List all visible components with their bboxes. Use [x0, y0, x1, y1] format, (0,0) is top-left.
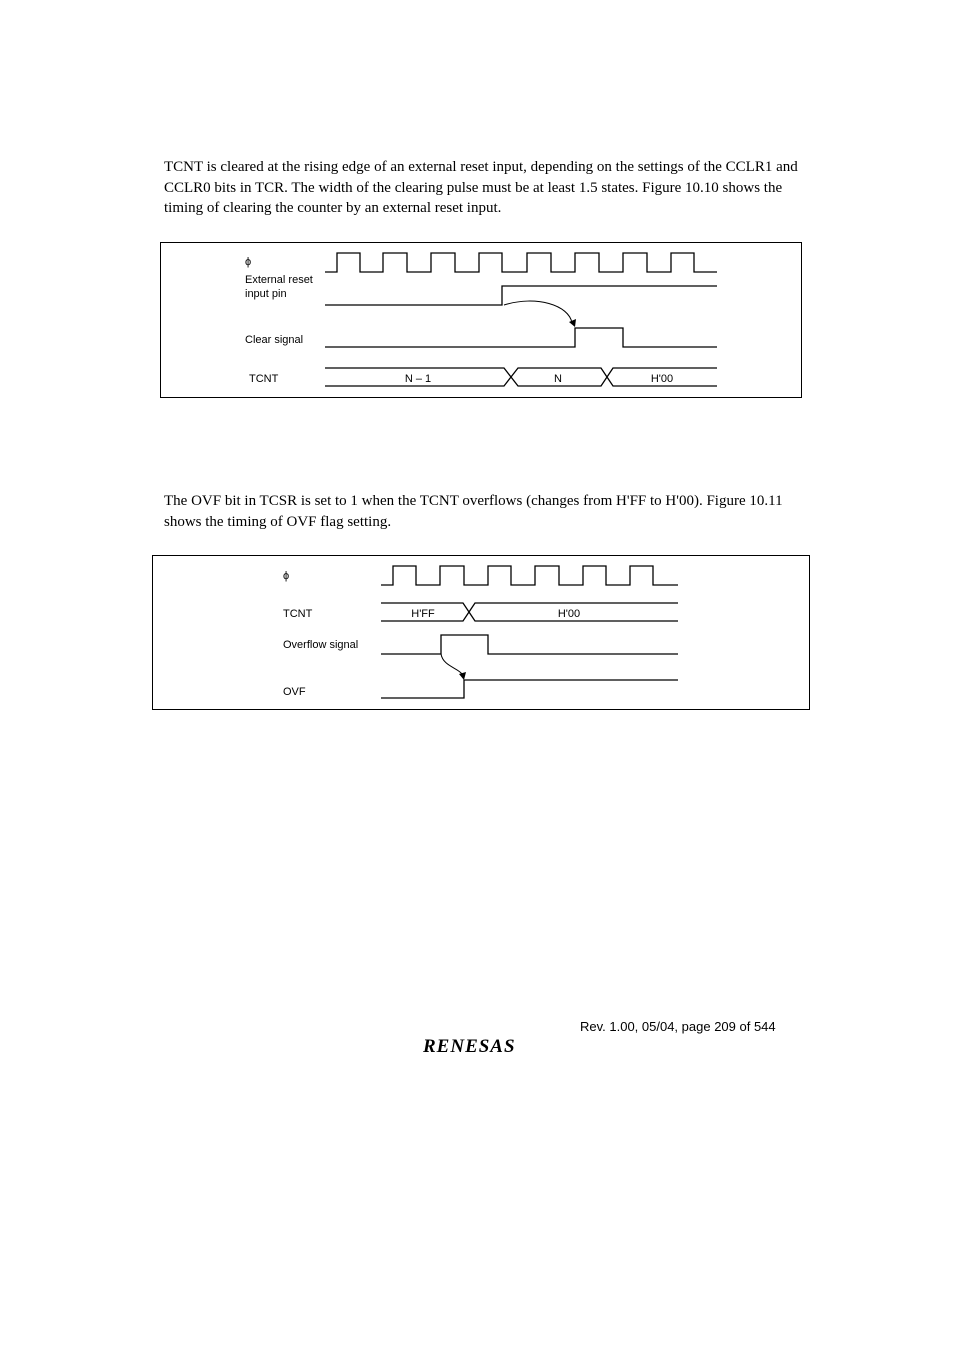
overflow-signal-label: Overflow signal — [283, 639, 359, 651]
clock-waveform — [381, 566, 678, 585]
tcnt-value-n: N — [554, 373, 562, 385]
clear-signal-waveform — [325, 328, 717, 347]
reset-to-clear-arrowhead — [569, 319, 576, 327]
clock-waveform — [325, 253, 717, 272]
external-reset-waveform — [325, 286, 717, 305]
tcnt-value-h00: H'00 — [557, 608, 581, 620]
figure-ovf-timing — [152, 555, 810, 710]
overflow-to-ovf-arrowhead — [459, 672, 466, 680]
tcnt-value-n-minus-1: N – 1 — [404, 373, 432, 385]
figure-external-reset-timing — [160, 242, 802, 398]
ovf-waveform — [381, 680, 678, 698]
tcnt-value-h00: H'00 — [650, 373, 674, 385]
svg-text:RENESAS: RENESAS — [423, 1036, 516, 1057]
external-reset-label-line1: External reset — [245, 274, 313, 286]
tcnt-value-hff: H'FF — [411, 608, 435, 620]
page-footer-info: Rev. 1.00, 05/04, page 209 of 544 — [580, 1019, 776, 1034]
tcnt-label: TCNT — [249, 373, 279, 385]
tcnt-label: TCNT — [283, 608, 313, 620]
ovf-label: OVF — [283, 686, 306, 698]
overflow-signal-waveform — [381, 635, 678, 654]
paragraph-counter-clear: TCNT is cleared at the rising edge of an external reset input, depending on the settings of the CCLR1 and CCLR0 bits in TCR. The width of the clearing pulse must be at least 1.5 states. Figure 10.10 shows the timing of clearing the counter by an external reset input. — [164, 159, 798, 216]
clear-signal-label: Clear signal — [245, 334, 304, 346]
external-reset-label-line2: input pin — [245, 288, 287, 300]
phi-label: ϕ — [283, 570, 290, 582]
paragraph-ovf-setting: The OVF bit in TCSR is set to 1 when the TCNT overflows (changes from H'FF to H'00). Figure 10.11 shows the timing of OVF flag setting. — [164, 493, 783, 530]
renesas-logo — [422, 1033, 544, 1057]
overflow-to-ovf-arrow — [441, 654, 462, 674]
reset-to-clear-arrow — [504, 301, 572, 323]
phi-label: ϕ — [245, 256, 252, 268]
